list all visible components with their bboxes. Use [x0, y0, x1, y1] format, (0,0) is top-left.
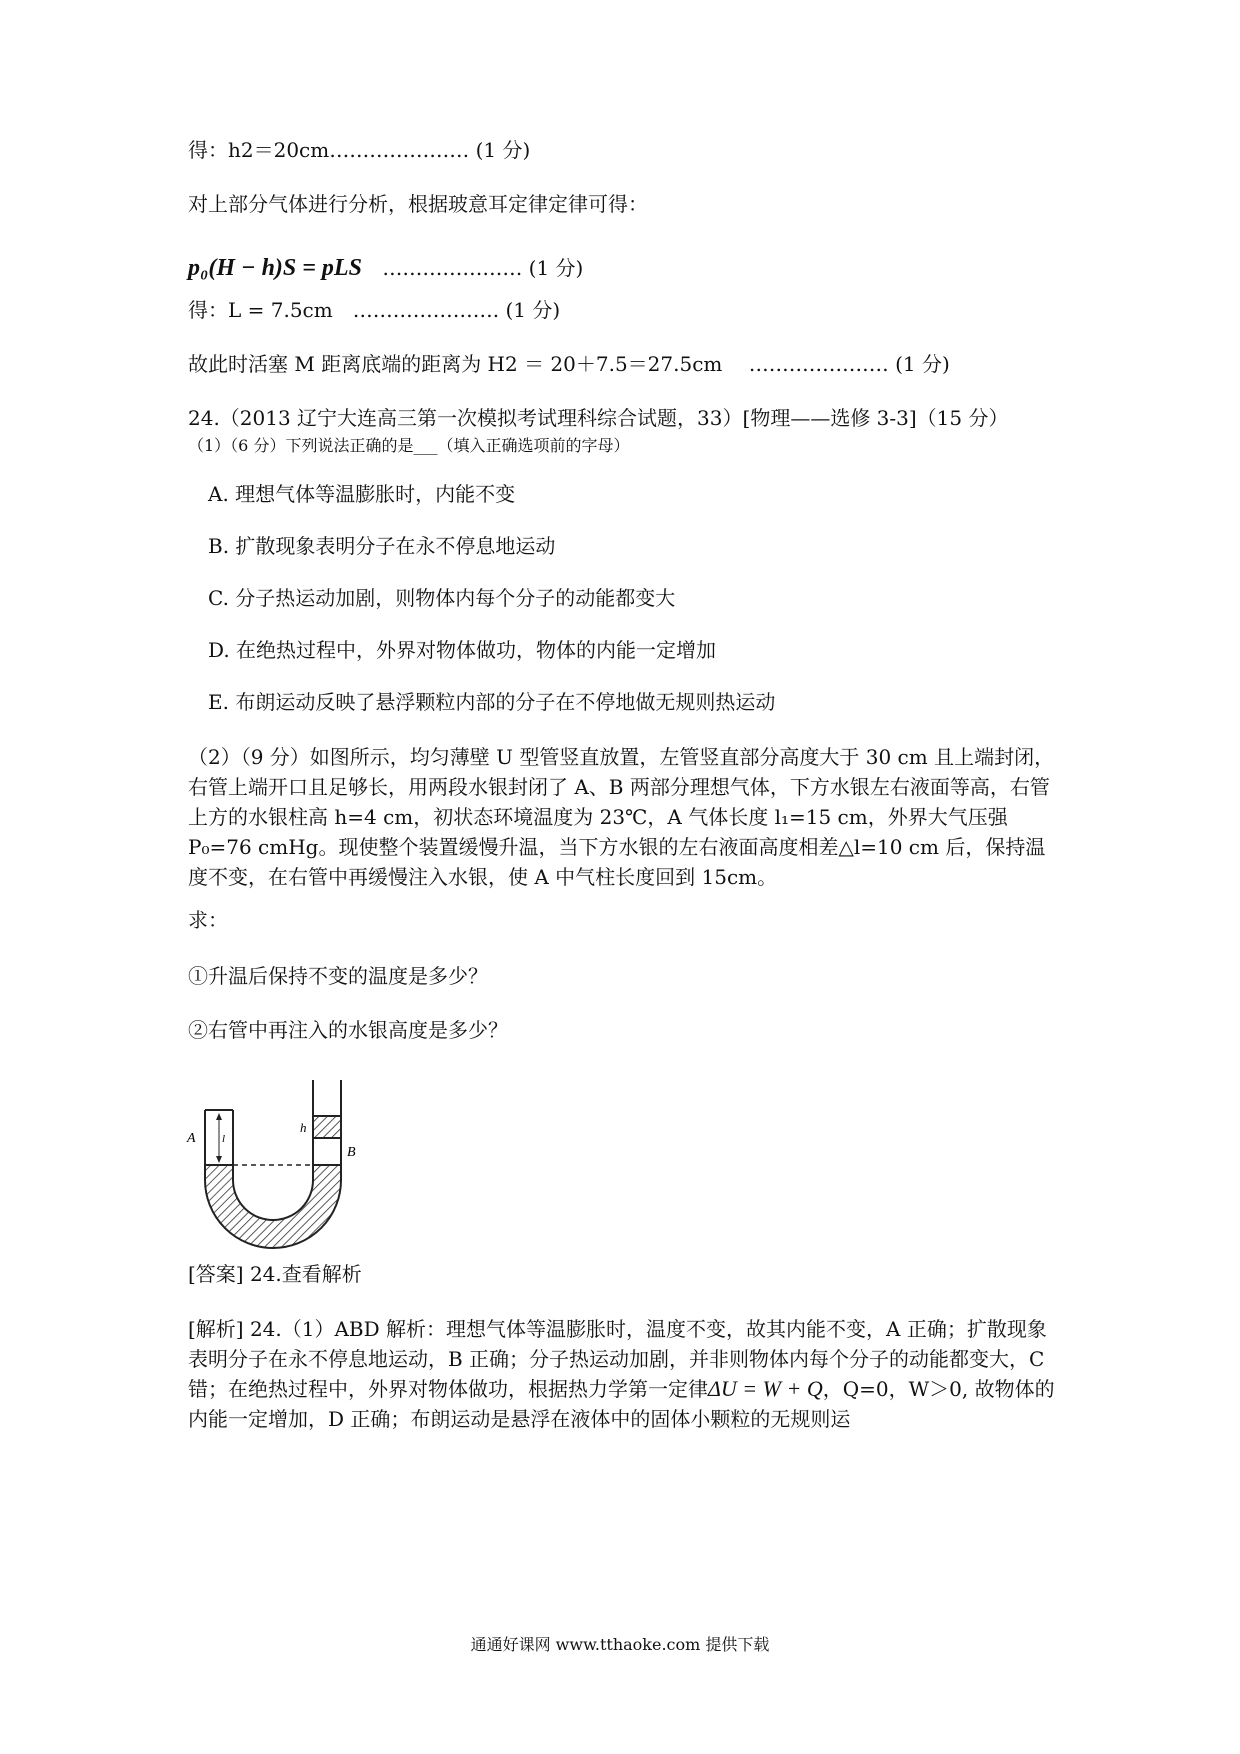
- question-header: 24.（2013 辽宁大连高三第一次模拟考试理科综合试题，33）[物理——选修 3-3]（15 分）: [188, 406, 1009, 430]
- analysis-paragraph: [188, 1314, 1058, 1434]
- label-h: h: [300, 1120, 307, 1135]
- sub-question-2: ②右管中再注入的水银高度是多少？: [188, 1018, 508, 1042]
- piston-distance-line: 故此时活塞 M 距离底端的距离为 H2 ＝ 20＋7.5＝27.5cm ………………… (1 分): [188, 352, 950, 376]
- mercury-top-column: [313, 1116, 341, 1138]
- mercury-bottom: [205, 1165, 341, 1248]
- boyle-formula-line: [188, 254, 583, 282]
- analysis-part-b: ，Q=0，W＞0, 故物体的内能一定增加，D 正确；布朗运动是悬浮在液体中的固体小颗粒的无规则运: [188, 1377, 1055, 1431]
- upper-gas-line: 对上部分气体进行分析，根据玻意耳定律定律可得：: [188, 192, 648, 216]
- option-e: E. 布朗运动反映了悬浮颗粒内部的分子在不停地做无规则热运动: [208, 690, 776, 714]
- analysis-part-a: [解析] 24.（1）ABD 解析：理想气体等温膨胀时，温度不变，故其内能不变，A 正确；扩散现象表明分子在永不停息地运动，B 正确；分子热运动加剧，并非则物体内每个分子的动能都变大，C 错；在绝热过程中，外界对物体做功，根据热力学第一定律: [188, 1317, 1047, 1401]
- option-c: C. 分子热运动加剧，则物体内每个分子的动能都变大: [208, 586, 676, 610]
- h2-result-line: 得：h2＝20cm………………… (1 分): [188, 138, 531, 162]
- answer-line: [答案] 24.查看解析: [188, 1262, 362, 1286]
- question-part2: （2）（9 分）如图所示，均匀薄壁 U 型管竖直放置，左管竖直部分高度大于 30 cm 且上端封闭，右管上端开口且足够长，用两段水银封闭了 A、B 两部分理想气体，下方水银左右液面等高，右管上方的水银柱高 h=4 cm，初状态环境温度为 23℃，A 气体长度 l₁=15 cm，外界大气压强 P₀=76 cmHg。现使整个装置缓慢升温，当下方水银的左右液面高度相差△l=10 cm 后，保持温度不变，在右管中再缓慢注入水银，使 A 中气柱长度回到 15cm。: [188, 745, 1055, 889]
- label-A: A: [187, 1131, 196, 1146]
- footer-source: 通通好课网 www.tthaoke.com 提供下载: [470, 1635, 770, 1654]
- option-a: A. 理想气体等温膨胀时，内能不变: [208, 482, 516, 506]
- option-b: B. 扩散现象表明分子在永不停息地运动: [208, 534, 556, 558]
- boyle-formula: p₀(H − h)S = pLS: [188, 255, 362, 281]
- L-result-line: 得：L = 7.5cm …………………. (1 分): [188, 298, 561, 322]
- label-B: B: [347, 1145, 356, 1160]
- u-tube-diagram: [185, 1080, 365, 1260]
- option-d: D. 在绝热过程中，外界对物体做功，物体的内能一定增加: [208, 638, 717, 662]
- label-l: l: [222, 1133, 226, 1145]
- sub-question-1: ①升温后保持不变的温度是多少？: [188, 964, 488, 988]
- question-part1: （1）（6 分）下列说法正确的是___（填入正确选项前的字母）: [188, 436, 630, 455]
- ask-label: 求：: [188, 908, 228, 932]
- first-law-formula: ΔU = W + Q: [708, 1376, 823, 1401]
- formula-score: ………………… (1 分): [382, 256, 584, 280]
